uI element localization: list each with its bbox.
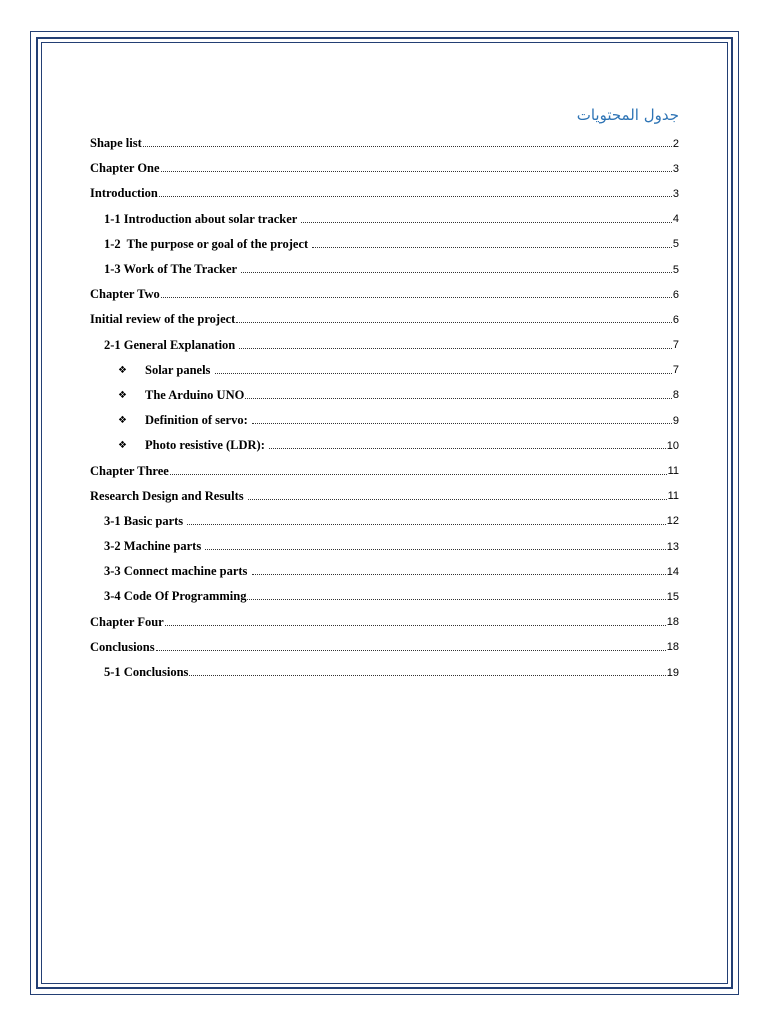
- toc-entry-label: Photo resistive (LDR):: [145, 438, 269, 453]
- toc-entry-label: 3-1 Basic parts: [104, 513, 187, 528]
- toc-entry-label: Chapter Three: [90, 463, 169, 478]
- toc-entry[interactable]: [90, 257, 679, 282]
- toc-entry[interactable]: [90, 534, 679, 559]
- table-of-contents: [90, 131, 679, 685]
- toc-entry-page-number: 18: [666, 616, 679, 629]
- dot-leader: [161, 171, 672, 172]
- dot-leader: [161, 297, 672, 298]
- toc-entry-label: 3-4 Code Of Programming: [104, 589, 247, 604]
- toc-entry-label: The Arduino UNO: [145, 387, 245, 402]
- dot-leader: [239, 348, 671, 349]
- dot-leader: [143, 146, 672, 147]
- toc-entry[interactable]: [90, 333, 679, 358]
- toc-entry-label: 1-3 Work of The Tracker: [104, 262, 240, 277]
- toc-entry[interactable]: [90, 635, 679, 660]
- toc-entry-page-number: 11: [667, 465, 679, 478]
- toc-entry[interactable]: [90, 433, 679, 458]
- dot-leader: [245, 398, 672, 399]
- dot-leader: [205, 549, 665, 550]
- toc-entry-label: 5-1 Conclusions: [104, 665, 189, 680]
- toc-entry[interactable]: [90, 358, 679, 383]
- toc-entry-label: 1-2 The purpose or goal of the project: [104, 236, 312, 251]
- toc-entry-page-number: 19: [666, 666, 679, 679]
- dot-leader: [215, 373, 672, 374]
- toc-entry-label: Chapter Four: [90, 614, 164, 629]
- toc-entry[interactable]: [90, 282, 679, 307]
- toc-title: جدول المحتويات: [576, 106, 679, 124]
- toc-entry[interactable]: [90, 408, 679, 433]
- toc-entry-page-number: 12: [666, 515, 679, 528]
- toc-entry-label: Definition of servo:: [145, 413, 251, 428]
- toc-entry-page-number: 6: [672, 313, 679, 326]
- dot-leader: [248, 499, 667, 500]
- diamond-bullet-icon: ❖: [118, 440, 127, 452]
- toc-entry-page-number: 9: [672, 414, 679, 427]
- toc-entry-label: Research Design and Results: [90, 488, 247, 503]
- dot-leader: [187, 524, 665, 525]
- toc-entry-page-number: 7: [672, 339, 679, 352]
- toc-entry[interactable]: [90, 232, 679, 257]
- dot-leader: [252, 574, 666, 575]
- dot-leader: [312, 247, 672, 248]
- dot-leader: [301, 222, 672, 223]
- toc-entry-label: Shape list: [90, 136, 142, 151]
- toc-entry-page-number: 10: [666, 439, 679, 452]
- toc-entry-label: Chapter Two: [90, 287, 160, 302]
- toc-entry-label: Chapter One: [90, 161, 160, 176]
- toc-entry-label: Solar panels: [145, 362, 214, 377]
- toc-entry-page-number: 18: [666, 641, 679, 654]
- diamond-bullet-icon: ❖: [118, 364, 127, 376]
- toc-entry[interactable]: [90, 458, 679, 483]
- diamond-bullet-icon: ❖: [118, 415, 127, 427]
- dot-leader: [156, 650, 666, 651]
- toc-entry[interactable]: [90, 207, 679, 232]
- dot-leader: [247, 599, 665, 600]
- dot-leader: [165, 625, 666, 626]
- toc-entry-page-number: 5: [672, 263, 679, 276]
- diamond-bullet-icon: ❖: [118, 389, 127, 401]
- toc-entry-page-number: 8: [672, 389, 679, 402]
- dot-leader: [269, 448, 666, 449]
- toc-entry[interactable]: [90, 509, 679, 534]
- toc-entry[interactable]: [90, 181, 679, 206]
- toc-entry-label: Initial review of the project: [90, 312, 236, 327]
- toc-entry[interactable]: [90, 383, 679, 408]
- toc-entry-label: 3-2 Machine parts: [104, 539, 205, 554]
- toc-entry-page-number: 15: [666, 590, 679, 603]
- toc-entry[interactable]: [90, 584, 679, 609]
- toc-entry-label: 3-3 Connect machine parts: [104, 564, 251, 579]
- toc-entry-page-number: 11: [667, 490, 679, 503]
- toc-entry[interactable]: [90, 660, 679, 685]
- dot-leader: [159, 196, 672, 197]
- toc-entry-label: Introduction: [90, 186, 158, 201]
- dot-leader: [236, 322, 672, 323]
- toc-entry-page-number: 2: [672, 137, 679, 150]
- toc-entry-page-number: 6: [672, 288, 679, 301]
- toc-entry-label: 2-1 General Explanation: [104, 337, 239, 352]
- toc-entry[interactable]: [90, 559, 679, 584]
- toc-entry-page-number: 5: [672, 238, 679, 251]
- toc-entry-page-number: 13: [666, 540, 679, 553]
- toc-entry[interactable]: [90, 156, 679, 181]
- dot-leader: [252, 423, 672, 424]
- toc-entry[interactable]: [90, 307, 679, 332]
- dot-leader: [241, 272, 672, 273]
- toc-entry[interactable]: [90, 484, 679, 509]
- toc-entry-page-number: 4: [672, 213, 679, 226]
- toc-entry-page-number: 14: [666, 565, 679, 578]
- toc-entry-page-number: 3: [672, 162, 679, 175]
- toc-entry[interactable]: [90, 131, 679, 156]
- dot-leader: [189, 675, 665, 676]
- toc-entry-page-number: 3: [672, 187, 679, 200]
- toc-entry-page-number: 7: [672, 364, 679, 377]
- toc-entry[interactable]: [90, 610, 679, 635]
- dot-leader: [170, 474, 667, 475]
- toc-entry-label: 1-1 Introduction about solar tracker: [104, 211, 301, 226]
- toc-entry-label: Conclusions: [90, 639, 155, 654]
